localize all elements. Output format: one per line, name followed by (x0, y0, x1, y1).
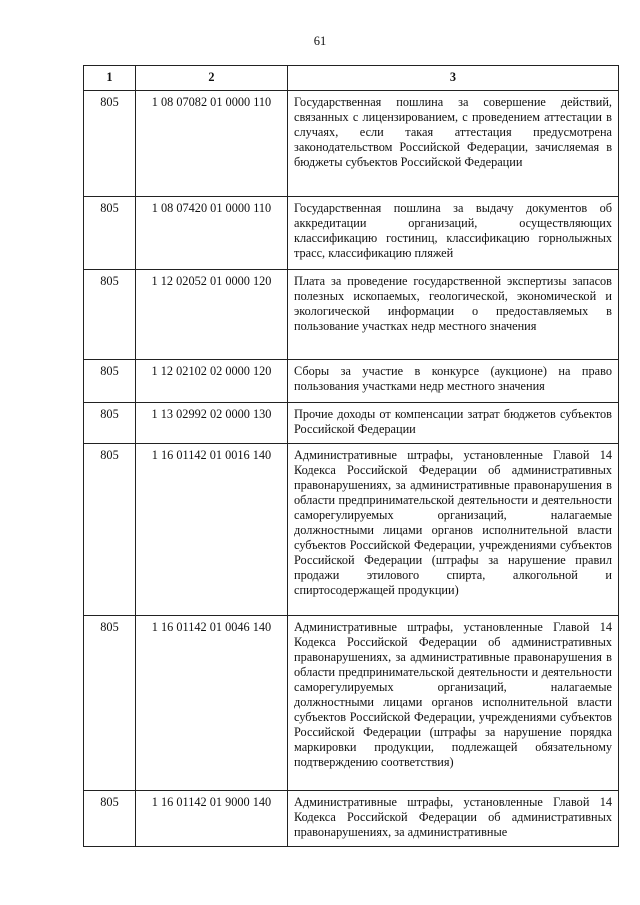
table-row (84, 270, 619, 360)
table-row (84, 197, 619, 270)
description-cell: Сборы за участие в конкурсе (аукционе) на право пользования участками недр местного значения (288, 360, 619, 403)
description-cell: Государственная пошлина за выдачу документов об аккредитации организаций, осуществляющих классификацию гостиниц, классификацию горнолыжных трасс, классификацию пляжей (288, 197, 619, 270)
table-header-row (84, 66, 619, 91)
agency-code-cell: 805 (84, 360, 136, 403)
agency-code-cell: 805 (84, 791, 136, 847)
budget-code-cell: 1 16 01142 01 0046 140 (136, 616, 288, 791)
header-col-2: 2 (136, 66, 288, 91)
budget-code-cell: 1 13 02992 02 0000 130 (136, 403, 288, 444)
table-row (84, 791, 619, 847)
table-row (84, 91, 619, 197)
budget-code-table (83, 65, 619, 847)
agency-code-cell: 805 (84, 91, 136, 197)
description-cell: Государственная пошлина за совершение действий, связанных с лицензированием, с проведением аттестации в случаях, если такая аттестация предусмотрена законодательством Российской Федерации, зачисляемая в бюджеты субъектов Российской Федерации (288, 91, 619, 197)
budget-code-cell: 1 08 07420 01 0000 110 (136, 197, 288, 270)
table-row (84, 616, 619, 791)
agency-code-cell: 805 (84, 403, 136, 444)
header-col-3: 3 (288, 66, 619, 91)
table-row (84, 403, 619, 444)
description-cell: Прочие доходы от компенсации затрат бюджетов субъектов Российской Федерации (288, 403, 619, 444)
budget-code-cell: 1 12 02052 01 0000 120 (136, 270, 288, 360)
description-cell: Плата за проведение государственной экспертизы запасов полезных ископаемых, геологической, экономической и экологической информации о предоставляемых в пользование участках недр местного значения (288, 270, 619, 360)
agency-code-cell: 805 (84, 197, 136, 270)
agency-code-cell: 805 (84, 444, 136, 616)
description-cell: Административные штрафы, установленные Главой 14 Кодекса Российской Федерации об административных правонарушениях, за административные правонарушения в области предпринимательской деятельности и деятельности саморегулируемых организаций, налагаемые должностными лицами органов исполнительной власти субъектов Российской Федерации, учреждениями субъектов Российской Федерации (штрафы за нарушение правил продажи этилового спирта, алкогольной и спиртосодержащей продукции) (288, 444, 619, 616)
page-number: 61 (313, 34, 327, 48)
budget-code-cell: 1 16 01142 01 0016 140 (136, 444, 288, 616)
budget-code-cell: 1 12 02102 02 0000 120 (136, 360, 288, 403)
agency-code-cell: 805 (84, 616, 136, 791)
header-col-1: 1 (84, 66, 136, 91)
table-row (84, 360, 619, 403)
budget-code-cell: 1 16 01142 01 9000 140 (136, 791, 288, 847)
agency-code-cell: 805 (84, 270, 136, 360)
description-cell: Административные штрафы, установленные Главой 14 Кодекса Российской Федерации об административных правонарушениях, за административные правонарушения в области предпринимательской деятельности и деятельности саморегулируемых организаций, налагаемые должностными лицами органов исполнительной власти субъектов Российской Федерации, учреждениями субъектов Российской Федерации (штрафы за нарушение порядка маркировки продукции, подлежащей обязательному подтверждению соответствия) (288, 616, 619, 791)
table-row (84, 444, 619, 616)
description-cell: Административные штрафы, установленные Главой 14 Кодекса Российской Федерации об административных правонарушениях, за административные (288, 791, 619, 847)
budget-code-cell: 1 08 07082 01 0000 110 (136, 91, 288, 197)
